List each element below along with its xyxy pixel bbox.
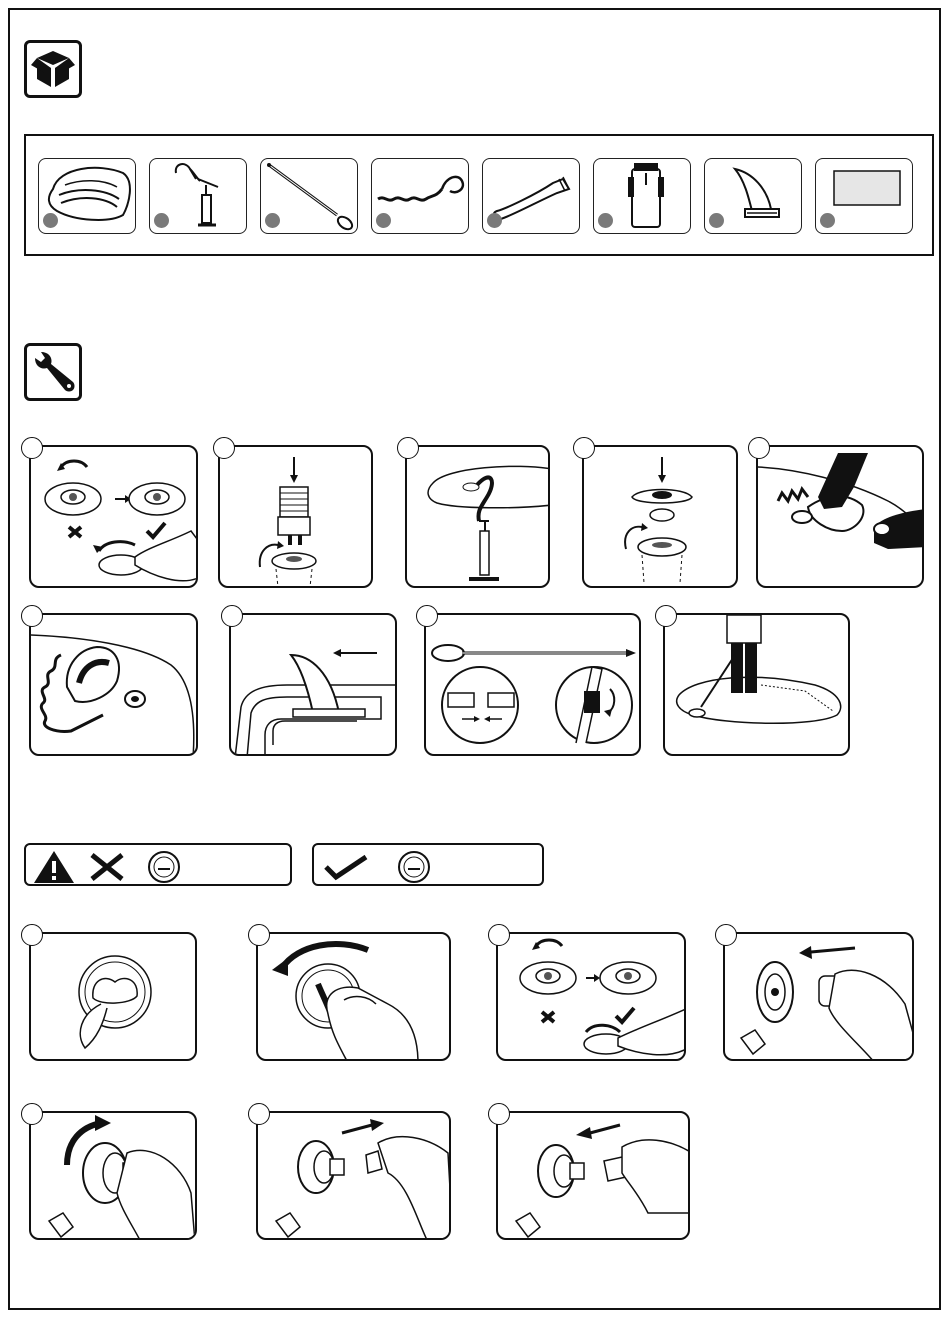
step-rotate-valve bbox=[29, 1111, 197, 1240]
hand-pump-icon bbox=[149, 158, 247, 234]
step-carry-handle bbox=[756, 445, 924, 588]
step-attach-leash bbox=[29, 613, 198, 756]
step-valve-dial bbox=[29, 932, 197, 1061]
repair-patch-icon bbox=[815, 158, 913, 234]
check-icon bbox=[326, 857, 366, 877]
step-number-marker bbox=[21, 1103, 43, 1125]
step-valve-check bbox=[29, 445, 198, 588]
backpack-icon bbox=[593, 158, 691, 234]
cross-icon bbox=[92, 855, 122, 879]
step-remove-valve bbox=[723, 932, 914, 1061]
step-turn-valve bbox=[256, 932, 451, 1061]
parts-list bbox=[24, 134, 934, 256]
step-number-marker bbox=[488, 1103, 510, 1125]
step-number-marker bbox=[21, 924, 43, 946]
step-number-marker bbox=[748, 437, 770, 459]
manual-page bbox=[8, 8, 941, 1310]
step-insert-fin bbox=[229, 613, 397, 756]
paddle-icon bbox=[260, 158, 358, 234]
step-number-marker bbox=[213, 437, 235, 459]
step-assemble-paddle bbox=[424, 613, 641, 756]
step-number-marker bbox=[221, 605, 243, 627]
step-number-marker bbox=[21, 437, 43, 459]
step-close-valve bbox=[582, 445, 738, 588]
board-icon bbox=[38, 158, 136, 234]
fin-icon bbox=[704, 158, 802, 234]
carry-strap-icon bbox=[482, 158, 580, 234]
step-pump-adapter bbox=[218, 445, 373, 588]
gauge-icon bbox=[149, 852, 179, 882]
step-number-marker bbox=[248, 1103, 270, 1125]
package-icon bbox=[24, 40, 82, 98]
step-number-marker bbox=[21, 605, 43, 627]
gauge-icon bbox=[399, 852, 429, 882]
step-number-marker bbox=[488, 924, 510, 946]
step-push-valve bbox=[496, 1111, 690, 1240]
leash-icon bbox=[371, 158, 469, 234]
step-number-marker bbox=[248, 924, 270, 946]
step-stand-paddle bbox=[663, 613, 850, 756]
pressure-warning-bar bbox=[24, 843, 292, 886]
step-number-marker bbox=[715, 924, 737, 946]
step-number-marker bbox=[416, 605, 438, 627]
warning-icon bbox=[34, 851, 74, 883]
step-inflate-board bbox=[405, 445, 550, 588]
pressure-ok-bar bbox=[312, 843, 544, 886]
step-number-marker bbox=[573, 437, 595, 459]
wrench-icon bbox=[24, 343, 82, 401]
step-valve-check-deflate bbox=[496, 932, 686, 1061]
step-number-marker bbox=[397, 437, 419, 459]
step-number-marker bbox=[655, 605, 677, 627]
step-pull-valve bbox=[256, 1111, 451, 1240]
